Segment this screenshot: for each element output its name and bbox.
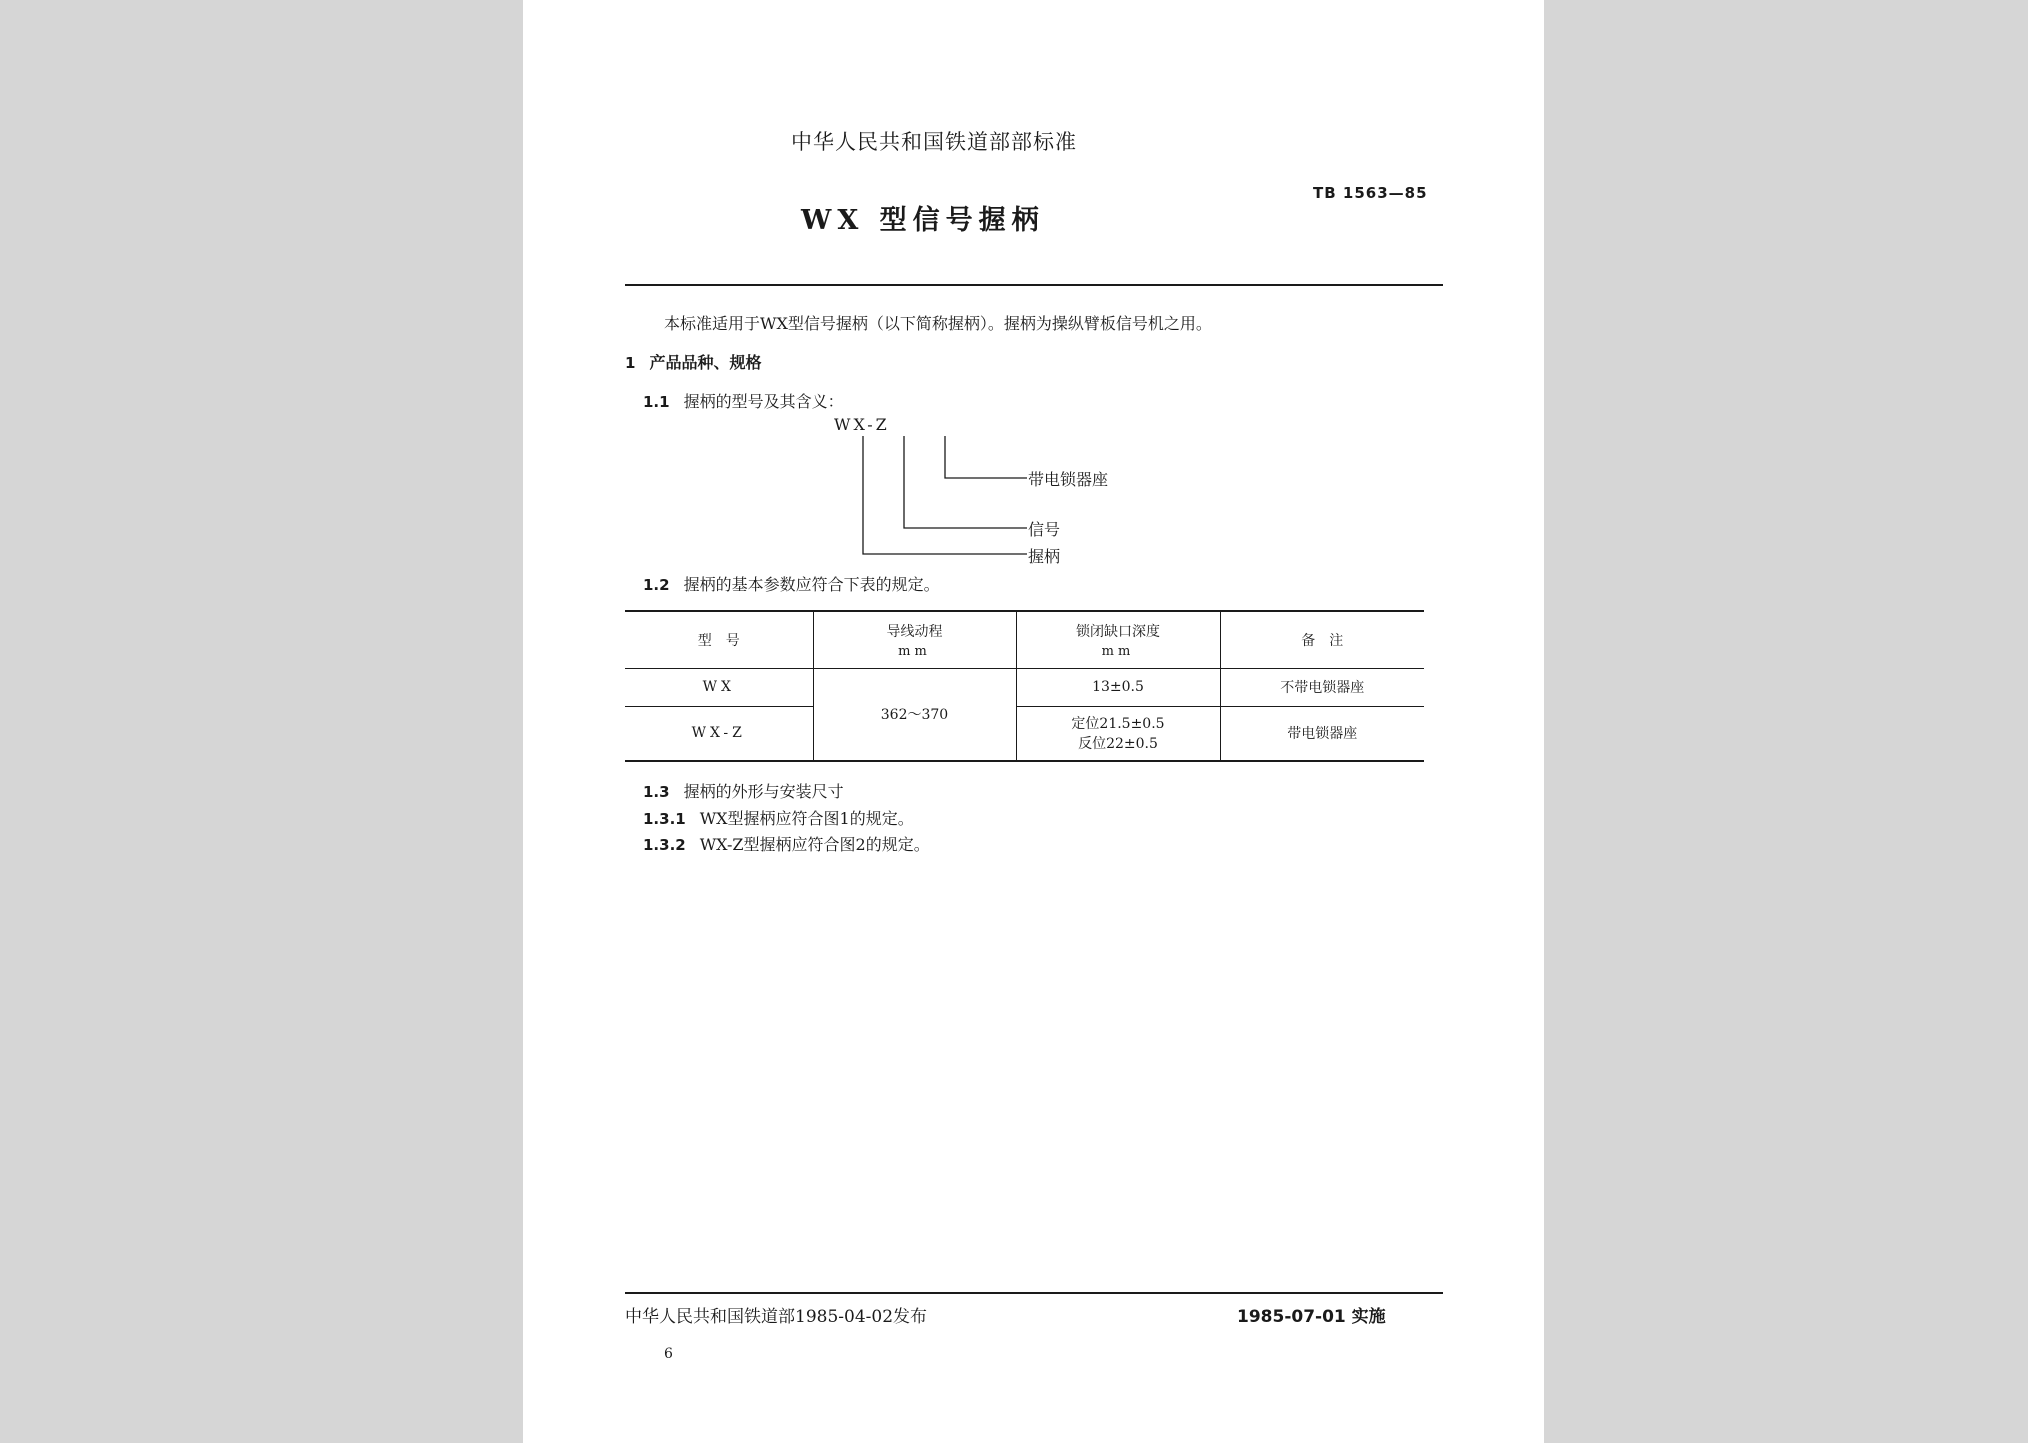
header-rule [625, 284, 1443, 286]
header-model: 型 号 [697, 632, 740, 649]
footer-rule [625, 1292, 1443, 1294]
cell-note: 不带电锁器座 [1220, 668, 1424, 706]
section-number: 1.3 [643, 783, 670, 801]
intro-paragraph: 本标准适用于WX型信号握柄（以下简称握柄）。握柄为操纵臂板信号机之用。 [664, 314, 1212, 333]
section-text: 握柄的型号及其含义： [683, 392, 844, 411]
header-lock-depth: 锁闭缺口深度 mm [1016, 611, 1220, 668]
section-text: WX-Z型握柄应符合图2的规定。 [699, 835, 930, 854]
section-1-1 [643, 389, 844, 412]
page-number: 6 [664, 1346, 673, 1362]
parameter-table [625, 610, 1424, 762]
cell-depth: 13±0.5 [1016, 668, 1220, 706]
section-number: 1.3.2 [643, 836, 686, 854]
document-page [523, 0, 1544, 1443]
header-note: 备 注 [1220, 611, 1424, 668]
cell-depth [1016, 706, 1220, 761]
section-1-2 [643, 572, 940, 595]
section-text: WX型握柄应符合图1的规定。 [699, 809, 914, 828]
diagram-label-signal: 信号 [1028, 520, 1061, 539]
section-text: 握柄的外形与安装尺寸 [683, 782, 844, 801]
effective-date: 1985-07-01 实施 [1237, 1307, 1386, 1327]
section-number: 1.1 [643, 393, 670, 411]
diagram-label-lever: 握柄 [1028, 547, 1061, 566]
model-code: WX-Z [834, 415, 890, 434]
cell-note: 带电锁器座 [1220, 706, 1424, 761]
bracket-line-signal [904, 436, 1027, 528]
depth-reverse: 反位22±0.5 [1078, 736, 1158, 753]
table-row [625, 668, 1424, 706]
section-number: 1.3.1 [643, 810, 686, 828]
issue-date: 中华人民共和国铁道部1985-04-02发布 [625, 1307, 928, 1327]
section-number: 1 [625, 354, 636, 372]
cell-model: WX [702, 679, 735, 695]
page-title: WX 型信号握柄 [801, 205, 1045, 236]
depth-normal: 定位21.5±0.5 [1071, 716, 1165, 733]
cell-model: WX-Z [691, 725, 746, 742]
section-number: 1.2 [643, 576, 670, 594]
section-title: 产品品种、规格 [649, 353, 762, 372]
diagram-label-lock-seat: 带电锁器座 [1028, 470, 1109, 489]
section-1-3-1 [643, 806, 914, 829]
standard-code: TB 1563—85 [1313, 184, 1428, 202]
bracket-line-lock-seat [945, 436, 1027, 478]
section-1-heading [625, 350, 761, 373]
section-1-3-2 [643, 832, 930, 855]
section-text: 握柄的基本参数应符合下表的规定。 [683, 575, 940, 594]
table-row [625, 706, 1424, 761]
ministry-header: 中华人民共和国铁道部部标准 [791, 130, 1077, 154]
cell-travel: 362～370 [813, 668, 1016, 761]
header-travel: 导线动程 mm [813, 611, 1016, 668]
section-1-3 [643, 779, 844, 802]
